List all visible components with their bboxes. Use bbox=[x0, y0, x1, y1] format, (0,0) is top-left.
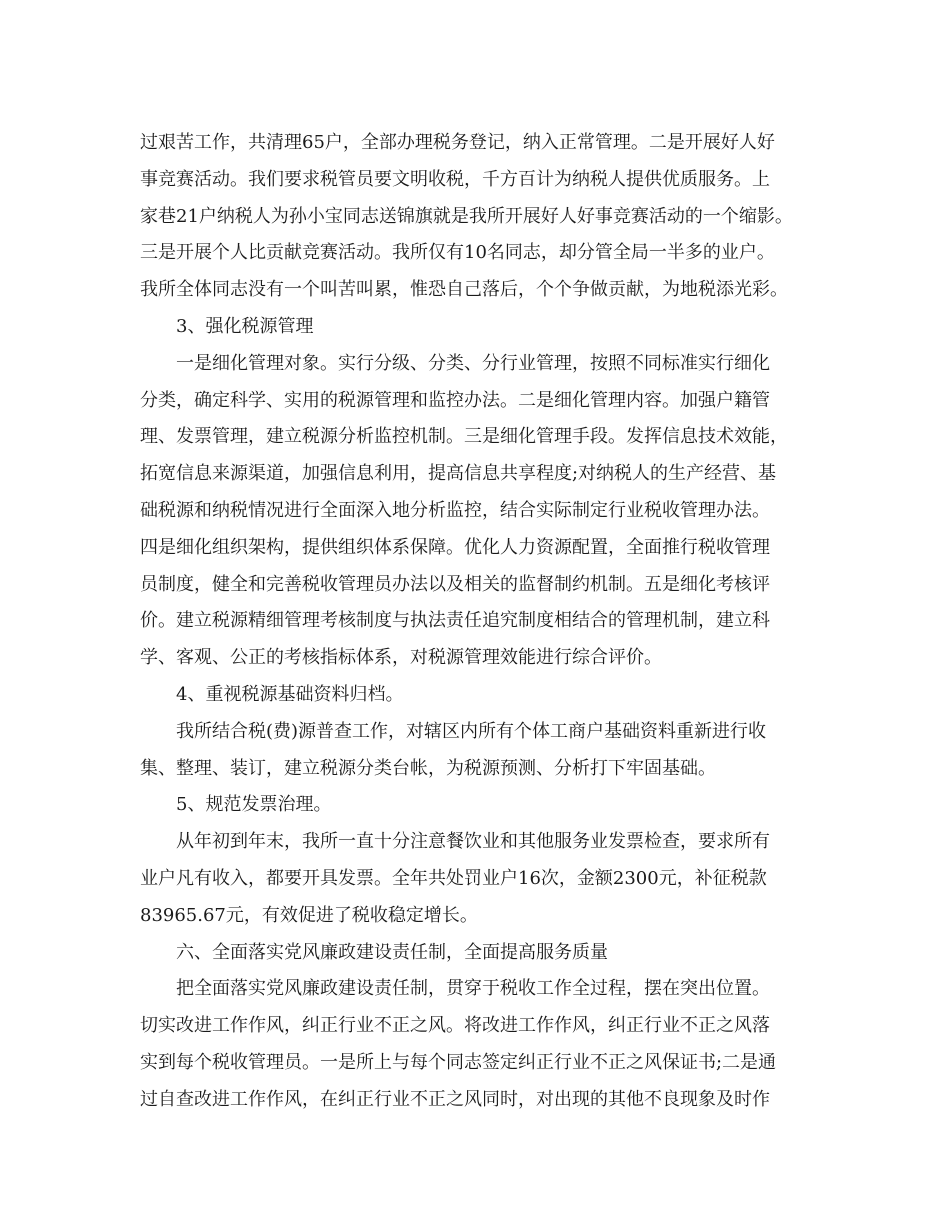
text-line: 拓宽信息来源渠道，加强信息利用，提高信息共享程度;对纳税人的生产经营、基 bbox=[140, 463, 777, 485]
text-line: 家巷21户纳税人为孙小宝同志送锦旗就是我所开展好人好事竞赛活动的一个缩影。 bbox=[140, 205, 793, 227]
text-line: 切实改进工作作风，纠正行业不正之风。将改进工作作风，纠正行业不正之风落 bbox=[140, 1015, 770, 1037]
paragraph-first-line: 把全面落实党风廉政建设责任制，贯穿于税收工作全过程，摆在突出位置。 bbox=[176, 978, 770, 1000]
text-line: 三是开展个人比贡献竞赛活动。我所仅有10名同志，却分管全局一半多的业户。 bbox=[140, 242, 775, 264]
paragraph-first-line: 3、强化税源管理 bbox=[176, 315, 314, 337]
text-line: 础税源和纳税情况进行全面深入地分析监控，结合实际制定行业税收管理办法。 bbox=[140, 499, 770, 521]
text-line: 价。建立税源精细管理考核制度与执法责任追究制度相结合的管理机制，建立科 bbox=[140, 610, 770, 632]
paragraph-first-line: 一是细化管理对象。实行分级、分类、分行业管理，按照不同标准实行细化 bbox=[176, 352, 770, 374]
text-line: 分类，确定科学、实用的税源管理和监控办法。二是细化管理内容。加强户籍管 bbox=[140, 389, 770, 411]
text-line: 集、整理、装订，建立税源分类台帐，为税源预测、分析打下牢固基础。 bbox=[140, 757, 716, 779]
paragraph-first-line: 我所结合税(费)源普查工作，对辖区内所有个体工商户基础资料重新进行收 bbox=[176, 720, 767, 742]
text-line: 业户凡有收入，都要开具发票。全年共处罚业户16次，金额2300元，补征税款 bbox=[140, 867, 767, 889]
paragraph-first-line: 4、重视税源基础资料归档。 bbox=[176, 683, 404, 705]
paragraph-first-line: 六、全面落实党风廉政建设责任制，全面提高服务质量 bbox=[176, 941, 608, 963]
text-line: 过自查改进工作作风，在纠正行业不正之风同时，对出现的其他不良现象及时作 bbox=[140, 1088, 770, 1110]
paragraph-first-line: 从年初到年末，我所一直十分注意餐饮业和其他服务业发票检查，要求所有 bbox=[176, 831, 770, 853]
text-line: 我所全体同志没有一个叫苦叫累，惟恐自己落后，个个争做贡献，为地税添光彩。 bbox=[140, 279, 788, 301]
text-line: 学、客观、公正的考核指标体系，对税源管理效能进行综合评价。 bbox=[140, 647, 662, 669]
text-line: 四是细化组织架构，提供组织体系保障。优化人力资源配置，全面推行税收管理 bbox=[140, 536, 770, 558]
paragraph-first-line: 5、规范发票治理。 bbox=[176, 794, 332, 816]
text-line: 83965.67元，有效促进了税收稳定增长。 bbox=[140, 904, 478, 926]
text-line: 员制度，健全和完善税收管理员办法以及相关的监督制约机制。五是细化考核评 bbox=[140, 573, 770, 595]
text-line: 事竞赛活动。我们要求税管员要文明收税，千方百计为纳税人提供优质服务。上 bbox=[140, 168, 770, 190]
text-line: 过艰苦工作，共清理65户，全部办理税务登记，纳入正常管理。二是开展好人好 bbox=[140, 132, 775, 153]
text-line: 实到每个税收管理员。一是所上与每个同志签定纠正行业不正之风保证书;二是通 bbox=[140, 1051, 777, 1073]
text-line: 理、发票管理，建立税源分析监控机制。三是细化管理手段。发挥信息技术效能， bbox=[140, 426, 788, 448]
document-body bbox=[140, 125, 805, 1119]
